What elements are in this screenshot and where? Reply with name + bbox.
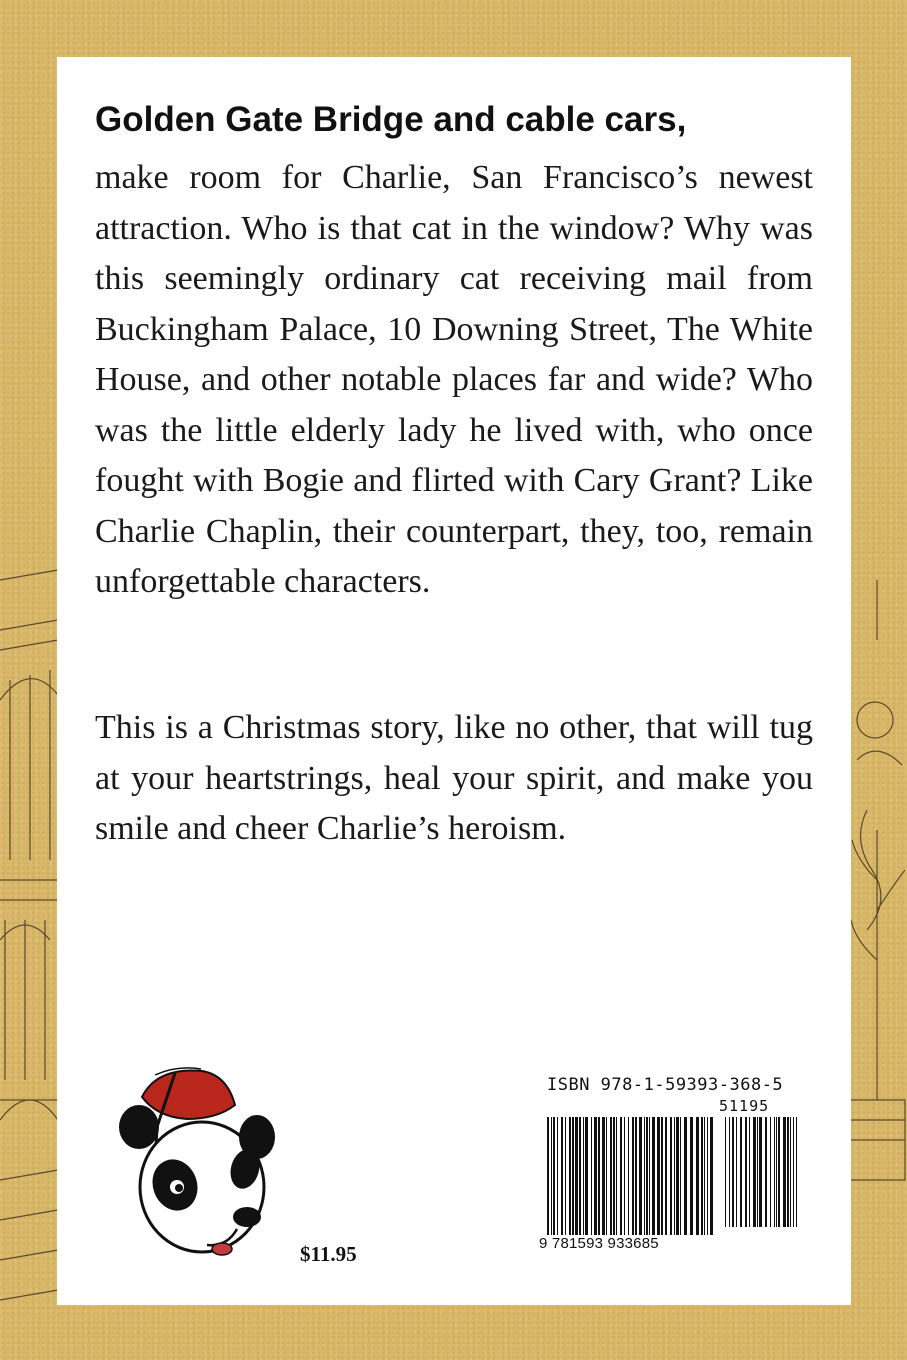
panda-fez-mascot-icon <box>97 1057 277 1277</box>
blurb-paragraph-2: This is a Christmas story, like no other, that will tug at your heartstrings, heal your spirit, and make you smile and cheer Charlie’s heroism. <box>95 709 813 847</box>
isbn-label: ISBN 978-1-59393-368-5 <box>547 1075 784 1095</box>
blurb-paragraph-1: make room for Charlie, San Francisco’s newest attraction. Who is that cat in the window? Why was this seemingly ordinary cat receiving mail from Buckingham Palace, 10 Downing Street, The White House, and other notable places far and wide? Who was the little elderly lady he lived with, who once fought with Bogie and flirted with Cary Grant? Like Charlie Chaplin, their counterpart, they, too, remain unforgettable characters. <box>95 159 813 600</box>
barcode-block <box>539 1075 801 1259</box>
headline: Golden Gate Bridge and cable cars, <box>95 100 687 139</box>
back-cover-panel <box>57 57 851 1305</box>
barcode-digits: 9 781593 933685 <box>539 1235 659 1252</box>
building-sketch-left <box>0 560 60 1320</box>
tree-sketch-right <box>847 580 907 1200</box>
barcode-icon <box>547 1117 799 1235</box>
price-label: $11.95 <box>300 1242 357 1266</box>
barcode-addon-label: 51195 <box>719 1097 770 1115</box>
